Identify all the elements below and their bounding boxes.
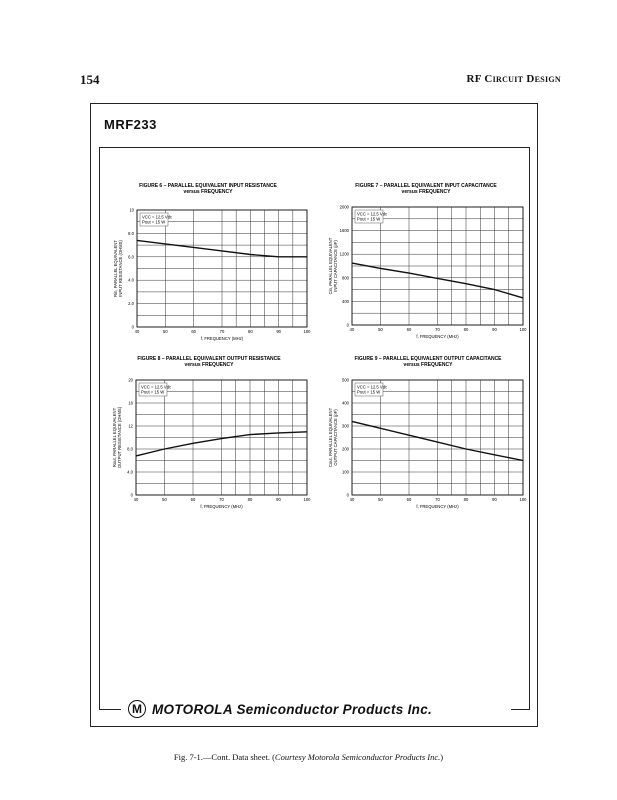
chart-title: FIGURE 7 – PARALLEL EQUIVALENT INPUT CAPACITANCE bbox=[355, 183, 497, 189]
chart-6 bbox=[113, 183, 311, 341]
y-axis-label-2: INPUT RESISTANCE (OHMS) bbox=[118, 240, 123, 297]
footer-brand bbox=[128, 700, 432, 718]
page-number: 154 bbox=[80, 72, 100, 87]
x-tick-label: 40 bbox=[134, 329, 140, 334]
y-axis-label-1: Rin, PARALLEL EQUIVALENT bbox=[113, 240, 118, 297]
x-tick-label: 60 bbox=[190, 497, 196, 502]
y-tick-label: 800 bbox=[342, 275, 349, 281]
chart-subtitle: versus FREQUENCY bbox=[183, 189, 233, 195]
y-tick-label: 1600 bbox=[339, 228, 349, 234]
chart-title: FIGURE 6 – PARALLEL EQUIVALENT INPUT RESISTANCE bbox=[139, 183, 277, 189]
x-tick-label: 100 bbox=[303, 497, 311, 502]
y-tick-label: 200 bbox=[342, 446, 349, 452]
y-tick-label: 2000 bbox=[339, 204, 349, 210]
caption-credit: Courtesy Motorola Semiconductor Products Inc. bbox=[274, 752, 441, 762]
y-tick-label: 1200 bbox=[339, 251, 349, 257]
y-axis-label-1: Rout, PARALLEL EQUIVALENT bbox=[112, 407, 117, 468]
y-axis-label-1: Cin, PARALLEL EQUIVALENT bbox=[328, 237, 333, 295]
x-tick-label: 40 bbox=[133, 497, 139, 502]
x-axis-label: f, FREQUENCY (MHz) bbox=[416, 504, 459, 509]
y-tick-label: 6.0 bbox=[128, 254, 134, 260]
x-tick-label: 50 bbox=[162, 329, 168, 334]
y-tick-label: 2.0 bbox=[128, 301, 134, 307]
x-tick-label: 80 bbox=[247, 497, 253, 502]
x-tick-label: 80 bbox=[247, 329, 253, 334]
x-tick-label: 50 bbox=[378, 327, 383, 332]
x-tick-label: 60 bbox=[191, 329, 197, 334]
condition-vcc: VCC = 12.5 Vdc bbox=[142, 214, 173, 220]
x-tick-label: 70 bbox=[435, 327, 440, 332]
condition-pout: Pout = 15 W bbox=[141, 389, 165, 395]
chart-title: FIGURE 9 – PARALLEL EQUIVALENT OUTPUT CAPACITANCE bbox=[354, 356, 502, 362]
caption-end: ) bbox=[440, 752, 444, 762]
y-tick-label: 400 bbox=[342, 298, 349, 304]
condition-vcc: VCC = 12.5 Vdc bbox=[141, 384, 172, 390]
y-tick-label: 0 bbox=[130, 492, 133, 498]
condition-pout: Pout = 15 W bbox=[142, 219, 166, 225]
y-tick-label: 500 bbox=[342, 377, 349, 383]
x-tick-label: 40 bbox=[349, 497, 355, 502]
x-tick-label: 90 bbox=[492, 497, 497, 502]
y-tick-label: 0 bbox=[346, 492, 349, 498]
condition-pout: Pout = 15 W bbox=[357, 216, 381, 222]
x-tick-label: 70 bbox=[219, 329, 225, 334]
x-tick-label: 50 bbox=[378, 497, 383, 502]
x-tick-label: 60 bbox=[406, 327, 412, 332]
y-tick-label: 12 bbox=[128, 423, 133, 429]
chart-9 bbox=[328, 356, 527, 509]
x-tick-label: 100 bbox=[519, 497, 527, 502]
chart-subtitle: versus FREQUENCY bbox=[184, 362, 234, 368]
motorola-logo-icon: M bbox=[128, 700, 146, 718]
y-tick-label: 400 bbox=[342, 400, 349, 406]
y-tick-label: 300 bbox=[342, 423, 349, 429]
x-tick-label: 80 bbox=[463, 497, 469, 502]
x-tick-label: 80 bbox=[463, 327, 469, 332]
chart-subtitle: versus FREQUENCY bbox=[401, 189, 451, 195]
figure-caption bbox=[0, 752, 617, 762]
condition-vcc: VCC = 12.5 Vdc bbox=[357, 384, 388, 390]
y-tick-label: 0 bbox=[346, 322, 349, 328]
x-tick-label: 70 bbox=[219, 497, 224, 502]
x-tick-label: 90 bbox=[492, 327, 497, 332]
y-tick-label: 4.0 bbox=[128, 277, 134, 283]
y-axis-label-2: OUTPUT RESISTANCE (OHMS) bbox=[117, 406, 122, 469]
x-tick-label: 40 bbox=[349, 327, 355, 332]
brand-name: MOTOROLA Semiconductor Products Inc. bbox=[152, 701, 433, 717]
chart-8 bbox=[112, 356, 311, 509]
running-head: RF Circuit Design bbox=[466, 73, 561, 85]
y-tick-label: 16 bbox=[128, 400, 133, 406]
condition-pout: Pout = 15 W bbox=[357, 389, 381, 395]
y-tick-label: 4.0 bbox=[127, 469, 133, 475]
y-axis-label-1: Cout, PARALLEL EQUIVALENT bbox=[328, 407, 333, 468]
x-tick-label: 70 bbox=[435, 497, 440, 502]
y-tick-label: 8.0 bbox=[128, 230, 134, 236]
x-tick-label: 90 bbox=[276, 329, 282, 334]
y-axis-label-2: OUTPUT CAPACITANCE (pF) bbox=[333, 409, 338, 466]
x-tick-label: 50 bbox=[162, 497, 167, 502]
x-tick-label: 100 bbox=[519, 327, 527, 332]
y-tick-label: 8.0 bbox=[127, 446, 133, 452]
x-tick-label: 100 bbox=[303, 329, 311, 334]
y-axis-label-2: INPUT CAPACITANCE (pF) bbox=[333, 240, 338, 292]
x-axis-label: f, FREQUENCY (MHz) bbox=[200, 336, 244, 341]
x-tick-label: 90 bbox=[276, 497, 281, 502]
y-tick-label: 100 bbox=[342, 469, 349, 475]
x-axis-label: f, FREQUENCY (MHz) bbox=[416, 334, 459, 339]
caption-main: Fig. 7-1.—Cont. Data sheet. ( bbox=[173, 752, 275, 762]
x-tick-label: 60 bbox=[406, 497, 412, 502]
device-title: MRF233 bbox=[104, 117, 157, 132]
chart-7 bbox=[328, 183, 527, 339]
chart-subtitle: versus FREQUENCY bbox=[403, 362, 453, 368]
y-tick-label: 0 bbox=[131, 324, 134, 330]
y-tick-label: 10 bbox=[129, 207, 134, 213]
y-tick-label: 20 bbox=[128, 377, 133, 383]
chart-title: FIGURE 8 – PARALLEL EQUIVALENT OUTPUT RESISTANCE bbox=[137, 356, 281, 362]
x-axis-label: f, FREQUENCY (MHz) bbox=[200, 504, 243, 509]
condition-vcc: VCC = 12.5 Vdc bbox=[357, 211, 388, 217]
